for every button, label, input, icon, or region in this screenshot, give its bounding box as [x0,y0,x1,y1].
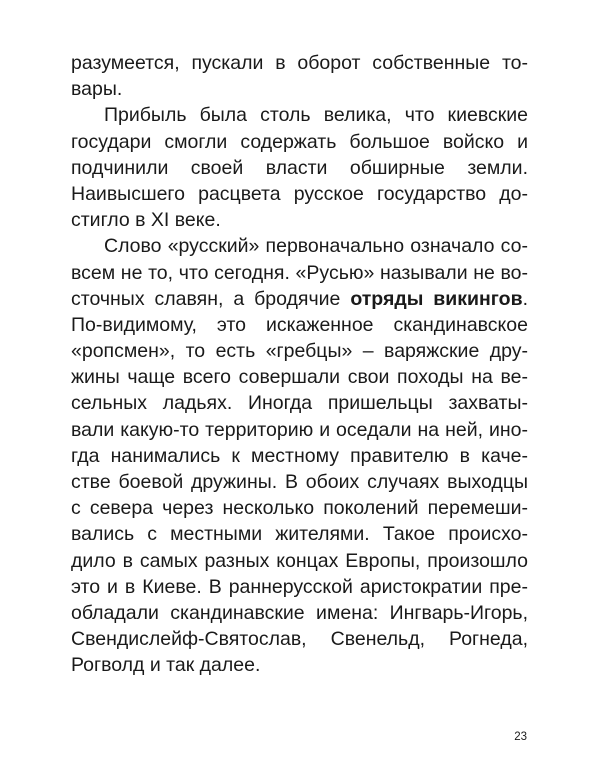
text-line: Прибыль была столь велика, что киевские [104,104,528,127]
text-run: сточных славян, а бродячие [71,287,351,310]
text-run: . [522,287,528,310]
text-line: дило в самых разных концах Европы, произошло [71,549,528,572]
text-line: гда нанимались к местному правителю в каче- [71,444,528,467]
text-line: с севера через несколько поколений перемеши- [71,497,528,520]
text-line: жины чаще всего совершали свои походы на ве- [71,366,528,389]
text-line: подчинили своей власти обширные земли. [71,156,528,179]
text-line: Слово «русский» первоначально означало со- [104,235,528,258]
text-line: Свендислейф-Святослав, Свенельд, Рогнеда, [71,628,528,651]
text-line: стве боевой дружины. В обоих случаях выходцы [71,471,528,493]
text-line: обладали скандинавские имена: Ингварь-Игорь, [71,601,528,624]
text-line: «ропсмен», то есть «гребцы» – варяжские дру- [71,340,528,363]
text-line: сельных ладьях. Иногда пришельцы захваты- [71,392,528,415]
text-line: стигло в XI веке. [71,209,221,232]
paragraph-1 [71,50,528,102]
text-line: вались с местными жителями. Такое происхо- [71,523,528,546]
paragraph-2 [71,102,528,233]
paragraph-3 [71,233,528,678]
page-text [71,50,528,679]
text-line: Рогволд и так далее. [71,654,261,677]
text-line: Наивысшего расцвета русское государство до- [71,182,528,205]
text-line: государи смогли содержать большое войско и [71,130,528,153]
text-line: По-видимому, это искаженное скандинавское [71,313,528,336]
text-line: разумеется, пускали в оборот собственные то- [71,52,528,74]
text-line: вары. [71,78,123,101]
bold-term-vikings: отряды викингов [350,287,523,310]
text-line: это и в Киеве. В раннерусской аристократии пре- [71,575,528,598]
page-number: 23 [514,731,527,743]
text-line: всем не то, что сегодня. «Русью» называли не во- [71,261,528,284]
text-line [71,286,528,312]
text-line: вали какую-то территорию и оседали на ней, ино- [71,418,528,441]
